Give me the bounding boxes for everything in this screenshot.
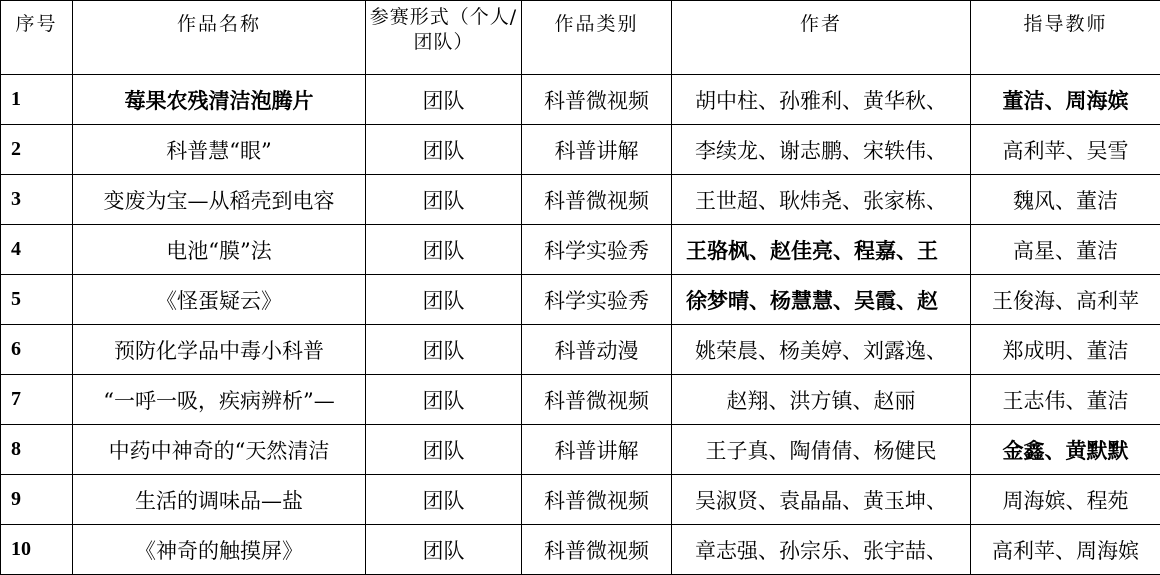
row-authors: 赵翔、洪方镇、赵丽 <box>672 375 971 425</box>
row-category: 科普讲解 <box>522 125 672 175</box>
row-title: 莓果农残清洁泡腾片 <box>73 75 366 125</box>
row-index: 3 <box>1 175 73 225</box>
row-title: 变废为宝—从稻壳到电容 <box>73 175 366 225</box>
row-authors: 章志强、孙宗乐、张宇喆、 <box>672 525 971 575</box>
row-form: 团队 <box>366 375 522 425</box>
row-authors: 王子真、陶倩倩、杨健民 <box>672 425 971 475</box>
row-form: 团队 <box>366 475 522 525</box>
row-category: 科普微视频 <box>522 175 672 225</box>
header-title: 作品名称 <box>73 1 366 75</box>
row-teacher: 王志伟、董洁 <box>971 375 1160 425</box>
row-title: 《怪蛋疑云》 <box>73 275 366 325</box>
row-form: 团队 <box>366 525 522 575</box>
row-title: 科普慧“眼” <box>73 125 366 175</box>
row-category: 科普微视频 <box>522 75 672 125</box>
table-row <box>1 225 1160 275</box>
table-row <box>1 425 1160 475</box>
row-authors: 王骆枫、赵佳亮、程嘉、王 <box>672 225 971 275</box>
row-form: 团队 <box>366 325 522 375</box>
header-category: 作品类别 <box>522 1 672 75</box>
row-form: 团队 <box>366 75 522 125</box>
header-index: 序号 <box>1 1 73 75</box>
row-teacher: 高利苹、吴雪 <box>971 125 1160 175</box>
table-row <box>1 75 1160 125</box>
table-row <box>1 275 1160 325</box>
row-category: 科普微视频 <box>522 475 672 525</box>
row-index: 8 <box>1 425 73 475</box>
row-authors: 胡中柱、孙雅利、黄华秋、 <box>672 75 971 125</box>
row-form: 团队 <box>366 175 522 225</box>
header-row <box>1 1 1160 75</box>
row-authors: 姚荣晨、杨美婷、刘露逸、 <box>672 325 971 375</box>
row-teacher: 周海嫔、程苑 <box>971 475 1160 525</box>
row-teacher: 高利苹、周海嫔 <box>971 525 1160 575</box>
row-category: 科学实验秀 <box>522 225 672 275</box>
row-title: “一呼一吸，疾病辨析”— <box>73 375 366 425</box>
table-body <box>1 75 1160 575</box>
row-form: 团队 <box>366 275 522 325</box>
row-index: 10 <box>1 525 73 575</box>
row-teacher: 王俊海、高利苹 <box>971 275 1160 325</box>
row-authors: 徐梦晴、杨慧慧、吴霞、赵 <box>672 275 971 325</box>
header-form: 参赛形式（个人/团队） <box>366 1 522 75</box>
table-row <box>1 175 1160 225</box>
table-row <box>1 475 1160 525</box>
row-teacher: 高星、董洁 <box>971 225 1160 275</box>
row-form: 团队 <box>366 425 522 475</box>
row-index: 4 <box>1 225 73 275</box>
header-teacher: 指导教师 <box>971 1 1160 75</box>
row-index: 9 <box>1 475 73 525</box>
row-teacher: 魏风、董洁 <box>971 175 1160 225</box>
row-title: 电池“膜”法 <box>73 225 366 275</box>
table-row <box>1 325 1160 375</box>
row-category: 科普讲解 <box>522 425 672 475</box>
row-teacher: 董洁、周海嫔 <box>971 75 1160 125</box>
row-authors: 吴淑贤、袁晶晶、黄玉坤、 <box>672 475 971 525</box>
row-authors: 李续龙、谢志鹏、宋轶伟、 <box>672 125 971 175</box>
row-index: 1 <box>1 75 73 125</box>
row-index: 2 <box>1 125 73 175</box>
row-category: 科学实验秀 <box>522 275 672 325</box>
row-form: 团队 <box>366 225 522 275</box>
row-index: 5 <box>1 275 73 325</box>
row-teacher: 郑成明、董洁 <box>971 325 1160 375</box>
row-authors: 王世超、耿炜尧、张家栋、 <box>672 175 971 225</box>
row-title: 预防化学品中毒小科普 <box>73 325 366 375</box>
row-form: 团队 <box>366 125 522 175</box>
row-teacher: 金鑫、黄默默 <box>971 425 1160 475</box>
table-header <box>1 1 1160 75</box>
row-index: 6 <box>1 325 73 375</box>
row-category: 科普微视频 <box>522 375 672 425</box>
header-authors: 作者 <box>672 1 971 75</box>
table-row <box>1 525 1160 575</box>
row-category: 科普微视频 <box>522 525 672 575</box>
row-title: 《神奇的触摸屏》 <box>73 525 366 575</box>
row-title: 生活的调味品—盐 <box>73 475 366 525</box>
table-row <box>1 375 1160 425</box>
row-title: 中药中神奇的“天然清洁 <box>73 425 366 475</box>
row-index: 7 <box>1 375 73 425</box>
row-category: 科普动漫 <box>522 325 672 375</box>
table-row <box>1 125 1160 175</box>
